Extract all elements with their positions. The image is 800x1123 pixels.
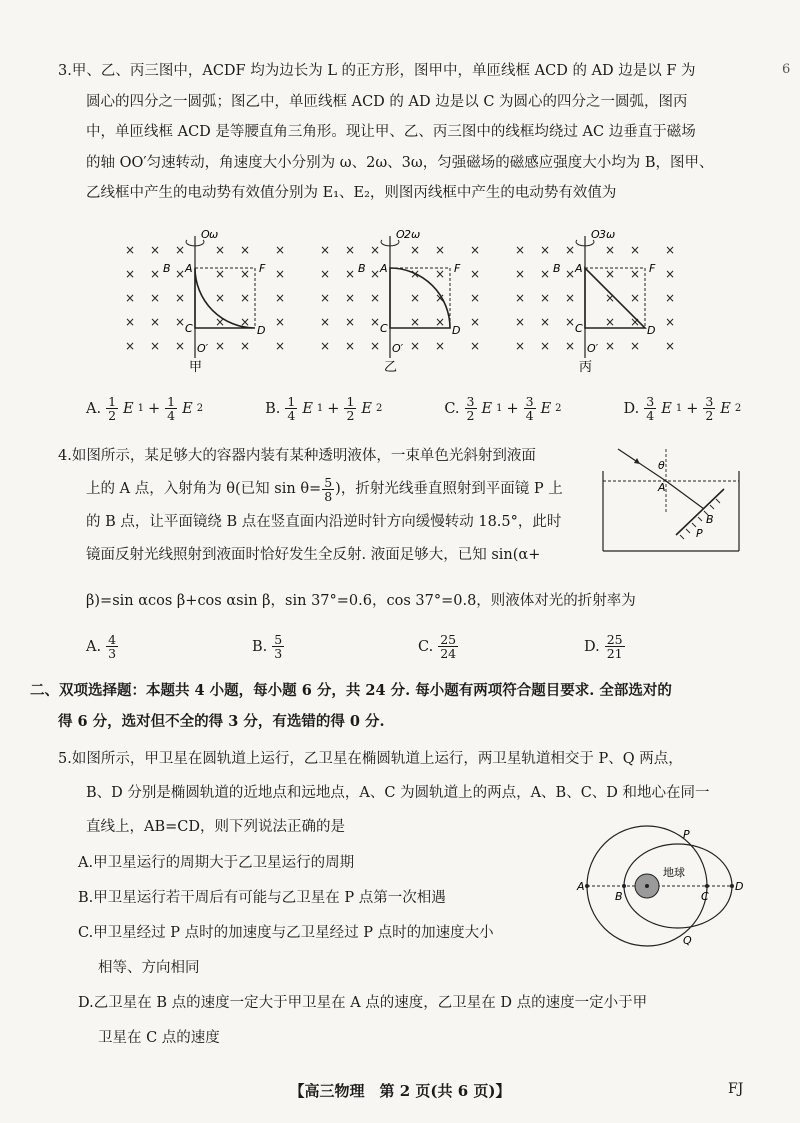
field-mark-icon: × <box>565 291 576 305</box>
point-a <box>585 884 589 888</box>
field-mark-icon: × <box>665 243 676 257</box>
field-mark-icon: × <box>240 267 251 281</box>
q5-option-d-cont: 卫星在 C 点的速度 <box>98 1030 220 1046</box>
label-d: D <box>647 324 656 337</box>
field-mark-icon: × <box>215 291 226 305</box>
field-mark-icon: × <box>175 315 186 329</box>
axis-o2-label: O′ <box>392 342 404 355</box>
field-mark-icon: × <box>125 243 136 257</box>
label-d: D <box>735 880 744 893</box>
field-mark-icon: × <box>565 315 576 329</box>
field-mark-icon: × <box>515 339 526 353</box>
label-earth: 地球 <box>663 866 685 879</box>
field-mark-icon: × <box>175 267 186 281</box>
field-mark-icon: × <box>240 291 251 305</box>
omega-label: 2ω <box>404 228 421 241</box>
field-mark-icon: × <box>565 267 576 281</box>
label-d: D <box>257 324 266 337</box>
label-c: C <box>701 890 709 903</box>
q3-figures <box>100 226 700 376</box>
q4-option-a[interactable]: A. $\frac{4}{3}$ <box>86 632 117 661</box>
field-mark-icon: × <box>435 315 446 329</box>
label-c: C <box>575 322 583 335</box>
field-mark-icon: × <box>540 339 551 353</box>
axis-o-label: O <box>591 228 600 241</box>
field-mark-icon: × <box>125 315 136 329</box>
field-mark-icon: × <box>150 243 161 257</box>
q3-line-3: 中，单匝线框 ACD 是等腰直角三角形。现让甲、乙、丙三图中的线框均绕过 AC 边垂直于磁场 <box>86 124 696 140</box>
field-mark-icon: × <box>370 315 381 329</box>
label-f: F <box>259 262 266 275</box>
field-mark-icon: × <box>370 339 381 353</box>
field-mark-icon: × <box>540 315 551 329</box>
label-p: P <box>683 828 690 841</box>
q4-line-5: β)=sin αcos β+cos αsin β，sin 37°=0.6，cos 37°=0.8，则液体对光的折射率为 <box>86 593 636 609</box>
field-mark-icon: × <box>240 315 251 329</box>
field-mark-icon: × <box>175 291 186 305</box>
section-2-line-2: 得 6 分，选对但不全的得 3 分，有选错的得 0 分. <box>58 712 385 730</box>
field-mark-icon: × <box>470 267 481 281</box>
field-mark-icon: × <box>345 315 356 329</box>
label-f: F <box>454 262 461 275</box>
figure-jia <box>125 228 285 375</box>
edge-mark: 6 <box>782 62 791 77</box>
field-mark-icon: × <box>540 243 551 257</box>
caption-jia: 甲 <box>189 360 203 375</box>
field-mark-icon: × <box>435 243 446 257</box>
field-mark-icon: × <box>320 339 331 353</box>
q3-option-d[interactable]: D. $\frac{3}{4}$ E 1 + $\frac{3}{2}$ E 2 <box>623 394 742 423</box>
q4-line-2: 上的 A 点，入射角为 θ(已知 sin θ= $\frac{5}{8}$ )，折射光线垂直照射到平面镜 P 上 <box>86 474 563 504</box>
field-mark-icon: × <box>515 243 526 257</box>
footer-code: FJ <box>728 1081 744 1097</box>
q4-option-c[interactable]: C. $\frac{25}{24}$ <box>418 632 457 661</box>
field-mark-icon: × <box>515 315 526 329</box>
q5-option-d[interactable]: D.乙卫星在 B 点的速度一定大于甲卫星在 A 点的速度，乙卫星在 D 点的速度一定小于甲 <box>78 995 648 1011</box>
q3-number: 3. <box>58 63 72 79</box>
field-mark-icon: × <box>175 339 186 353</box>
field-mark-icon: × <box>630 267 641 281</box>
arrow-icon <box>634 458 640 464</box>
q3-option-c[interactable]: C. $\frac{3}{2}$ E 1 + $\frac{3}{4}$ E 2 <box>444 394 562 423</box>
q5-option-c[interactable]: C.甲卫星经过 P 点时的加速度与乙卫星经过 P 点时的加速度大小 <box>78 925 494 941</box>
refracted-ray <box>666 481 704 509</box>
field-mark-icon: × <box>630 291 641 305</box>
field-mark-icon: × <box>215 243 226 257</box>
label-a: A <box>575 262 583 275</box>
field-mark-icon: × <box>215 315 226 329</box>
axis-o-label: O <box>396 228 405 241</box>
figure-yi <box>320 228 480 375</box>
field-mark-icon: × <box>275 315 286 329</box>
label-p: P <box>696 527 703 540</box>
label-f: F <box>649 262 656 275</box>
field-mark-icon: × <box>240 339 251 353</box>
field-mark-icon: × <box>215 339 226 353</box>
q3-line-1: 3.甲、乙、丙三图中，ACDF 均为边长为 L 的正方形，图甲中，单匝线框 ACD 的 AD 边是以 F 为 <box>58 63 696 79</box>
field-mark-icon: × <box>370 243 381 257</box>
label-b: B <box>163 262 171 275</box>
q3-options <box>86 395 741 422</box>
q5-line-1: 5.如图所示，甲卫星在圆轨道上运行，乙卫星在椭圆轨道上运行，两卫星轨道相交于 P、Q 两点， <box>58 751 683 767</box>
field-mark-icon: × <box>275 267 286 281</box>
section-2-header <box>30 676 760 737</box>
label-q: Q <box>683 934 692 947</box>
caption-yi: 乙 <box>384 360 398 375</box>
field-mark-icon: × <box>410 267 421 281</box>
q4-line-1: 4.如图所示，某足够大的容器内装有某种透明液体，一束单色光斜射到液面 <box>58 448 536 464</box>
field-mark-icon: × <box>345 243 356 257</box>
field-mark-icon: × <box>275 243 286 257</box>
label-d: D <box>452 324 461 337</box>
q4-line-4: 镜面反射光线照射到液面时恰好发生全反射. 液面足够大，已知 sin(α+ <box>86 547 541 563</box>
q4-option-b[interactable]: B. $\frac{5}{3}$ <box>252 632 283 661</box>
caption-bing: 丙 <box>579 360 593 375</box>
figure-bing <box>515 228 675 375</box>
q3-line-5: 乙线框中产生的电动势有效值分别为 E₁、E₂，则图丙线框中产生的电动势有效值为 <box>86 185 617 201</box>
label-a: A <box>185 262 193 275</box>
field-mark-icon: × <box>215 267 226 281</box>
field-mark-icon: × <box>435 339 446 353</box>
field-mark-icon: × <box>665 267 676 281</box>
question-4 <box>58 440 598 572</box>
field-mark-icon: × <box>435 291 446 305</box>
label-a: A <box>380 262 388 275</box>
field-mark-icon: × <box>175 243 186 257</box>
field-mark-icon: × <box>150 339 161 353</box>
axis-o2-label: O′ <box>197 342 209 355</box>
q5-option-b[interactable]: B.甲卫星运行若干周后有可能与乙卫星在 P 点第一次相遇 <box>78 890 446 906</box>
q3-option-b[interactable]: B. $\frac{1}{4}$ E 1 + $\frac{1}{2}$ E 2 <box>265 394 383 423</box>
field-mark-icon: × <box>565 339 576 353</box>
q4-option-d[interactable]: D. $\frac{25}{21}$ <box>584 632 623 661</box>
label-a: A <box>658 481 666 494</box>
field-mark-icon: × <box>665 291 676 305</box>
field-mark-icon: × <box>150 267 161 281</box>
field-mark-icon: × <box>320 315 331 329</box>
q3-option-a[interactable]: A. $\frac{1}{2}$ E 1 + $\frac{1}{4}$ E 2 <box>86 394 204 423</box>
point-d <box>730 884 734 888</box>
field-mark-icon: × <box>605 315 616 329</box>
label-theta: θ <box>658 459 665 472</box>
q4-figure <box>600 443 742 553</box>
q5-line-2: B、D 分别是椭圆轨道的近地点和远地点，A、C 为圆轨道上的两点，A、B、C、D 和地心在同一 <box>86 785 710 801</box>
field-mark-icon: × <box>605 339 616 353</box>
field-mark-icon: × <box>470 291 481 305</box>
q5-option-c-cont: 相等、方向相同 <box>98 960 200 976</box>
field-mark-icon: × <box>125 339 136 353</box>
field-mark-icon: × <box>605 243 616 257</box>
label-b: B <box>553 262 561 275</box>
field-mark-icon: × <box>665 339 676 353</box>
field-mark-icon: × <box>345 291 356 305</box>
field-mark-icon: × <box>410 291 421 305</box>
field-mark-icon: × <box>345 267 356 281</box>
label-a: A <box>577 880 585 893</box>
axis-o2-label: O′ <box>587 342 599 355</box>
field-mark-icon: × <box>630 243 641 257</box>
field-mark-icon: × <box>435 267 446 281</box>
field-mark-icon: × <box>240 243 251 257</box>
point-c <box>705 884 709 888</box>
q5-figure <box>575 822 755 952</box>
page-footer: 【高三物理 第 2 页(共 6 页)】 <box>289 1082 511 1100</box>
q5-line-3: 直线上，AB=CD，则下列说法正确的是 <box>86 819 345 835</box>
question-3 <box>58 56 748 209</box>
field-mark-icon: × <box>125 267 136 281</box>
q4-options <box>86 633 704 660</box>
q3-line-4: 的轴 OO′匀速转动，角速度大小分别为 ω、2ω、3ω，匀强磁场的磁感应强度大小均为 B，图甲、 <box>86 154 714 171</box>
q3-line-2: 圆心的四分之一圆弧；图乙中，单匝线框 ACD 的 AD 边是以 C 为圆心的四分之一圆弧，图丙 <box>86 93 688 110</box>
field-mark-icon: × <box>410 315 421 329</box>
omega-label: 3ω <box>599 228 616 241</box>
label-b: B <box>706 513 714 526</box>
axis-o-label: O <box>201 228 210 241</box>
field-mark-icon: × <box>275 291 286 305</box>
field-mark-icon: × <box>320 267 331 281</box>
field-mark-icon: × <box>370 291 381 305</box>
field-mark-icon: × <box>665 315 676 329</box>
field-mark-icon: × <box>150 291 161 305</box>
field-mark-icon: × <box>470 339 481 353</box>
field-mark-icon: × <box>275 339 286 353</box>
point-b <box>622 884 626 888</box>
label-c: C <box>185 322 193 335</box>
q5-option-a[interactable]: A.甲卫星运行的周期大于乙卫星运行的周期 <box>78 855 355 871</box>
label-b: B <box>615 890 623 903</box>
field-mark-icon: × <box>150 315 161 329</box>
omega-label: ω <box>209 228 219 241</box>
field-mark-icon: × <box>470 315 481 329</box>
field-mark-icon: × <box>605 267 616 281</box>
field-mark-icon: × <box>125 291 136 305</box>
field-mark-icon: × <box>540 291 551 305</box>
field-mark-icon: × <box>630 315 641 329</box>
label-c: C <box>380 322 388 335</box>
field-mark-icon: × <box>320 243 331 257</box>
field-mark-icon: × <box>470 243 481 257</box>
field-mark-icon: × <box>605 291 616 305</box>
field-mark-icon: × <box>345 339 356 353</box>
field-mark-icon: × <box>540 267 551 281</box>
field-mark-icon: × <box>630 339 641 353</box>
field-mark-icon: × <box>410 339 421 353</box>
field-mark-icon: × <box>515 267 526 281</box>
field-mark-icon: × <box>410 243 421 257</box>
q4-line-3: 的 B 点，让平面镜绕 B 点在竖直面内沿逆时针方向缓慢转动 18.5°，此时 <box>86 514 562 530</box>
field-mark-icon: × <box>370 267 381 281</box>
earth-center-icon <box>645 884 649 888</box>
section-2-line-1: 二、双项选择题：本题共 4 小题，每小题 6 分，共 24 分. 每小题有两项符合题目要求. 全部选对的 <box>30 682 672 699</box>
field-mark-icon: × <box>565 243 576 257</box>
label-b: B <box>358 262 366 275</box>
field-mark-icon: × <box>515 291 526 305</box>
field-mark-icon: × <box>320 291 331 305</box>
